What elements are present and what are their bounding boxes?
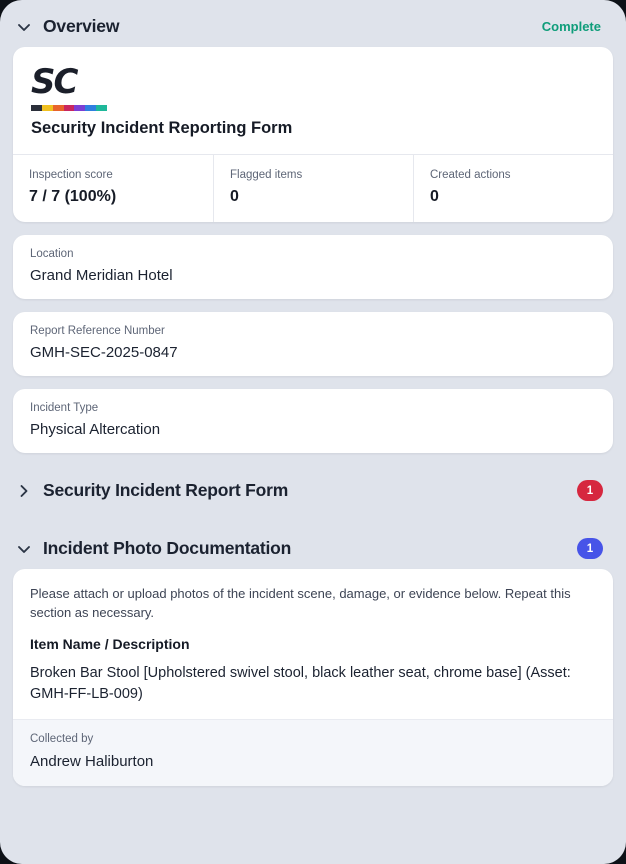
field-card-report-reference-number[interactable] (13, 312, 613, 376)
chevron-down-icon[interactable] (15, 18, 33, 36)
stat-created-actions (413, 155, 613, 222)
field-report-reference-number (13, 312, 613, 376)
logo-text: SC (31, 62, 77, 102)
photo-documentation-body (13, 569, 613, 719)
collected-by-section (13, 719, 613, 786)
status-badge: 1 (577, 480, 603, 501)
field-incident-type (13, 389, 613, 453)
section-divider (13, 459, 613, 472)
stat-value: 0 (430, 188, 439, 205)
form-title: Security Incident Reporting Form (31, 119, 293, 137)
stat-value: 7 / 7 (100%) (29, 188, 117, 205)
field-label: Incident Type (30, 402, 99, 414)
stat-flagged-items (213, 155, 413, 222)
section-title: Security Incident Report Form (43, 480, 289, 500)
section-header-overview[interactable] (13, 8, 613, 47)
field-value: GMH-SEC-2025-0847 (30, 344, 178, 361)
status-badge: 1 (577, 538, 603, 559)
photo-documentation-card (13, 569, 613, 786)
overview-summary-card (13, 47, 613, 222)
stat-value: 0 (230, 188, 239, 205)
field-label: Report Reference Number (30, 325, 165, 337)
section-incident-photo-documentation (13, 530, 613, 786)
stat-label: Inspection score (29, 169, 113, 181)
collected-by-label: Collected by (30, 733, 94, 745)
item-name-label: Item Name / Description (30, 636, 190, 652)
section-overview (13, 8, 613, 453)
stat-inspection-score (13, 155, 213, 222)
section-header-security-incident-report-form[interactable] (13, 472, 613, 511)
field-value: Grand Meridian Hotel (30, 267, 173, 284)
collected-by-value: Andrew Haliburton (30, 753, 154, 770)
stat-label: Created actions (430, 169, 511, 181)
chevron-right-icon[interactable] (15, 482, 33, 500)
logo-stripes (31, 105, 107, 111)
stats-row (13, 154, 613, 222)
section-security-incident-report-form (13, 472, 613, 511)
field-location (13, 235, 613, 299)
field-card-location[interactable] (13, 235, 613, 299)
complete-link[interactable]: Complete (541, 19, 601, 34)
section-header-incident-photo-documentation[interactable] (13, 530, 613, 569)
instruction-text: Please attach or upload photos of the incident scene, damage, or evidence below. Repeat this section as necessary. (30, 586, 571, 620)
section-title: Incident Photo Documentation (43, 538, 292, 558)
section-divider (13, 517, 613, 530)
section-title: Overview (43, 16, 120, 36)
item-name-value: Broken Bar Stool [Upholstered swivel stool, black leather seat, chrome base] (Asset: GMH-FF-LB-009) (30, 665, 571, 702)
field-label: Location (30, 248, 74, 260)
field-card-incident-type[interactable] (13, 389, 613, 453)
company-logo-icon (31, 63, 109, 115)
logo-container (13, 47, 613, 115)
stat-label: Flagged items (230, 169, 303, 181)
chevron-down-icon[interactable] (15, 540, 33, 558)
field-value: Physical Altercation (30, 421, 161, 438)
